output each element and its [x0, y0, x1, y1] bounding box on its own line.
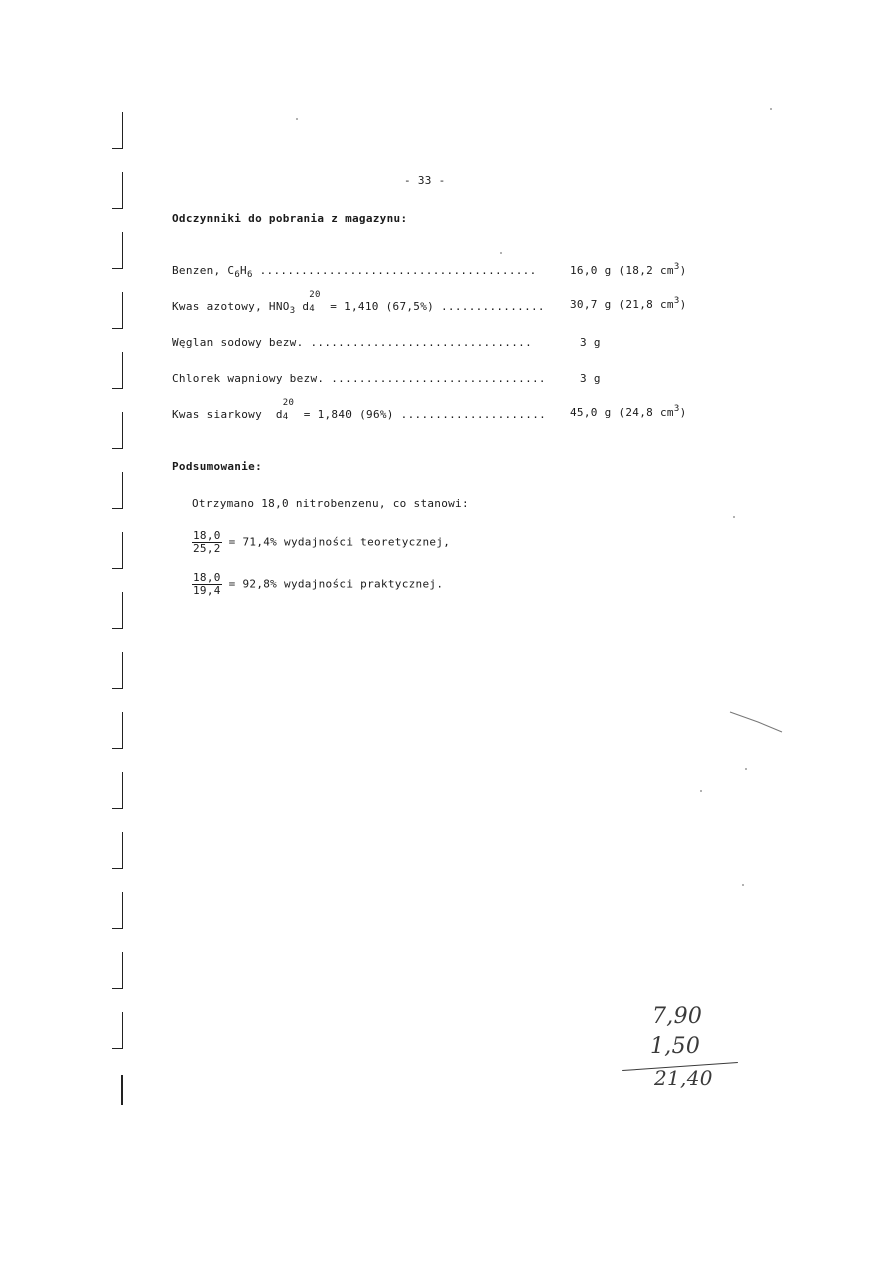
binder-mark: [112, 952, 123, 989]
density-value: = 1,840 (96%): [303, 408, 394, 421]
superscript: 3: [673, 296, 680, 306]
amount-close: ): [679, 264, 687, 277]
reagent-name: Kwas azotowy, HNO: [172, 300, 290, 313]
scan-speck: [700, 790, 702, 792]
subscript: 6: [234, 270, 241, 280]
fraction-denominator: 19,4: [193, 584, 221, 597]
subscript: 6: [246, 270, 253, 280]
amount-text: 30,7 g (21,8 cm: [570, 298, 674, 311]
leader-dots: ...............: [441, 300, 545, 313]
amount-text: 16,0 g (18,2 cm: [570, 264, 674, 277]
binder-mark: [112, 712, 123, 749]
leader-dots: ................................: [310, 336, 532, 349]
leader-dots: ...............................: [331, 372, 546, 385]
binder-mark: [112, 1012, 123, 1049]
reagent-amount: 3 g: [580, 336, 601, 349]
handwritten-line-1: 7,90: [652, 1004, 703, 1029]
summary-heading: Podsumowanie:: [172, 460, 262, 473]
binder-mark: [112, 772, 123, 809]
scan-speck: [745, 768, 747, 770]
reagent-name: Kwas siarkowy: [172, 408, 262, 421]
fraction-numerator: 18,0: [193, 529, 221, 542]
amount-close: ): [679, 406, 687, 419]
scan-speck: [770, 108, 772, 110]
density-symbol: d: [302, 300, 310, 313]
binder-mark: [112, 112, 123, 149]
reagents-heading: Odczynniki do pobrania z magazynu:: [172, 212, 408, 225]
fraction: [192, 530, 222, 555]
binder-mark: [112, 592, 123, 629]
scan-speck: [742, 884, 744, 886]
leader-dots: .....................: [400, 408, 547, 421]
reagent-row-sodium-carbonate: [172, 336, 532, 349]
fraction: [192, 572, 222, 597]
binder-mark: [112, 232, 123, 269]
binder-mark: [112, 532, 123, 569]
binder-mark: [112, 412, 123, 449]
binder-mark: [112, 172, 123, 209]
reagent-row-sulfuric-acid: [172, 398, 547, 422]
reagent-name: Węglan sodowy bezw.: [172, 336, 304, 349]
density-symbol: d: [275, 408, 283, 421]
superscript: 3: [673, 404, 680, 414]
leader-dots: ........................................: [259, 264, 537, 277]
handwritten-total: 21,40: [654, 1066, 713, 1090]
handwritten-line-2: 1,50: [650, 1034, 701, 1059]
subscript: 4: [282, 412, 289, 422]
result-theoretical-yield: [192, 530, 450, 555]
reagent-row-benzene: [172, 264, 537, 280]
amount-close: ): [679, 298, 687, 311]
superscript: 20: [282, 398, 295, 408]
binder-mark: [112, 832, 123, 869]
fraction-numerator: 18,0: [193, 571, 221, 584]
reagent-row-calcium-chloride: [172, 372, 546, 385]
reagent-amount: 3 g: [580, 372, 601, 385]
reagent-name: Chlorek wapniowy bezw.: [172, 372, 325, 385]
summary-intro: Otrzymano 18,0 nitrobenzenu, co stanowi:: [192, 497, 469, 510]
reagent-name: Benzen, C: [172, 264, 235, 277]
page-number: - 33 -: [404, 174, 446, 187]
reagent-amount: [570, 264, 687, 277]
density-indices: [309, 290, 323, 314]
scan-speck: [733, 516, 735, 518]
binder-mark: [112, 472, 123, 509]
scan-speck: [500, 252, 502, 254]
result-text: = 71,4% wydajności teoretycznej,: [228, 535, 451, 549]
subscript: 3: [289, 306, 296, 316]
reagent-row-nitric-acid: [172, 290, 545, 316]
scan-speck: [296, 118, 298, 120]
binder-mark: [112, 352, 123, 389]
density-value: = 1,410 (67,5%): [330, 300, 435, 313]
binder-mark: [121, 1075, 123, 1105]
result-practical-yield: [192, 572, 443, 597]
density-indices: [282, 398, 297, 422]
binder-mark: [112, 892, 123, 929]
binder-mark: [112, 652, 123, 689]
fraction-denominator: 25,2: [193, 542, 221, 555]
scan-scratch: [728, 708, 784, 736]
superscript: 20: [309, 290, 321, 300]
result-text: = 92,8% wydajności praktycznej.: [228, 577, 444, 591]
superscript: 3: [673, 262, 680, 272]
reagent-name-part: H: [240, 264, 247, 277]
reagent-amount: [570, 406, 687, 419]
amount-text: 45,0 g (24,8 cm: [570, 406, 674, 419]
reagent-amount: [570, 298, 687, 311]
subscript: 4: [309, 304, 315, 314]
binder-mark: [112, 292, 123, 329]
